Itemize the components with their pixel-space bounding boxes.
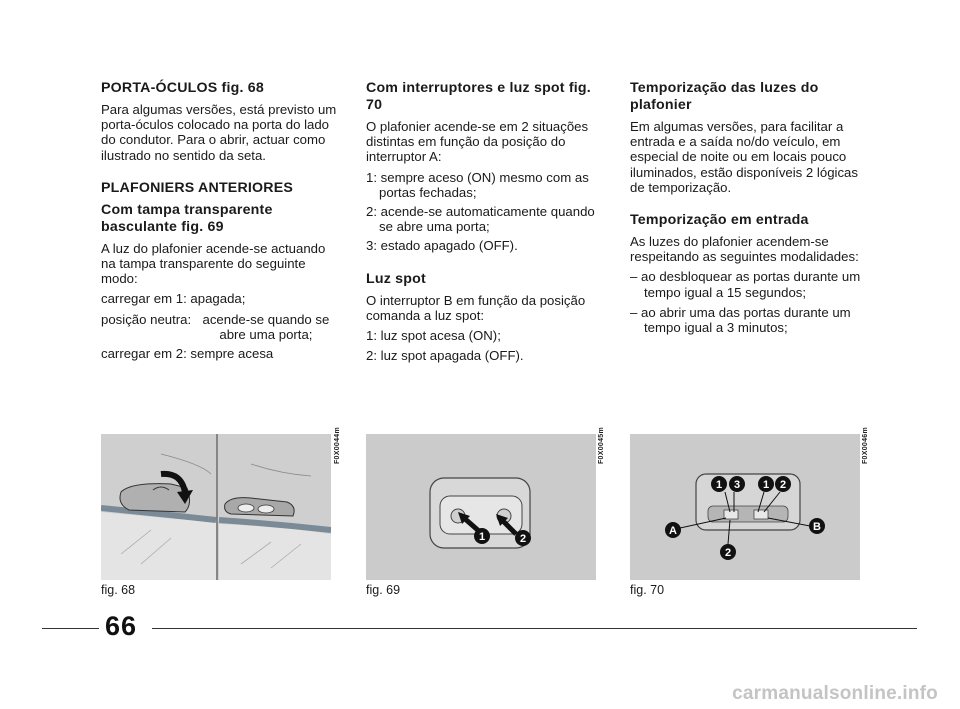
subheading-tampa: Com tampa transparente basculante fig. 69 bbox=[101, 201, 273, 235]
figure-70-caption: fig. 70 bbox=[630, 583, 665, 597]
paragraph-temporizacao: Em algumas versões, para facilitar a entrada e a saída no/do veículo, em especial de noite ou em locais pouco iluminados, estão disponíveis 2 lógicas de temporização. bbox=[630, 119, 858, 195]
item-spot-apagada: 2: luz spot apagada (OFF). bbox=[366, 348, 524, 364]
item-abrir-porta: – ao abrir uma das portas durante um tempo igual a 3 minutos; bbox=[630, 304, 851, 336]
column-middle bbox=[366, 80, 602, 368]
figure-70-label-1a: 1 bbox=[715, 479, 723, 491]
paragraph-temporizacao-entrada: As luzes do plafonier acendem-se respeitando as seguintes modalidades: bbox=[630, 234, 859, 265]
figure-70-label-b: B bbox=[813, 521, 821, 533]
footer-rule-left bbox=[42, 628, 99, 629]
figure-70-label-1b: 1 bbox=[762, 479, 770, 491]
column-right bbox=[630, 80, 866, 340]
figure-70-drawing bbox=[630, 434, 860, 580]
item-posicao-neutra-label: posição neutra: bbox=[101, 311, 192, 327]
figure-68-code: F0X0044m bbox=[334, 427, 341, 465]
paragraph-luz-spot: O interruptor B em função da posição comanda a luz spot: bbox=[366, 292, 586, 323]
footer-rule-right bbox=[152, 628, 917, 629]
figure-69-drawing bbox=[366, 434, 596, 580]
column-left bbox=[101, 80, 337, 366]
watermark-text: carmanualsonline.info bbox=[732, 683, 938, 704]
item-spot-acesa: 1: luz spot acesa (ON); bbox=[366, 328, 501, 344]
paragraph-interruptores: O plafonier acende-se em 2 situações distintas em função da posição do interruptor A: bbox=[366, 119, 589, 165]
item-automaticamente: 2: acende-se automaticamente quando se abre uma porta; bbox=[366, 204, 595, 235]
figure-70-label-a: A bbox=[669, 525, 677, 537]
item-apagado: 3: estado apagado (OFF). bbox=[366, 238, 518, 254]
figure-68-caption: fig. 68 bbox=[101, 583, 136, 597]
item-posicao-neutra-text: acende-se quando se abre uma porta; bbox=[202, 311, 330, 342]
figure-70-image bbox=[630, 434, 860, 580]
item-desbloquear: – ao desbloquear as portas durante um tempo igual a 15 segundos; bbox=[630, 269, 861, 300]
figure-69-code: F0X0045m bbox=[598, 427, 605, 465]
paragraph-tampa: A luz do plafonier acende-se actuando na tampa transparente do seguinte modo: bbox=[101, 240, 326, 287]
heading-interruptores: Com interruptores e luz spot fig. 70 bbox=[366, 80, 591, 113]
figure-68-drawing bbox=[101, 434, 331, 580]
figure-70-label-2b: 2 bbox=[724, 547, 732, 559]
figure-69-label-2: 2 bbox=[519, 533, 527, 545]
figure-70-label-2a: 2 bbox=[779, 479, 787, 491]
item-posicao-neutra bbox=[101, 312, 337, 342]
figure-68-image bbox=[101, 434, 331, 580]
figure-70-label-3: 3 bbox=[733, 479, 741, 491]
figure-69-image bbox=[366, 434, 596, 580]
item-sempre-aceso: 1: sempre aceso (ON) mesmo com as portas fechadas; bbox=[366, 169, 589, 200]
heading-luz-spot: Luz spot bbox=[366, 270, 426, 287]
heading-temporizacao: Temporização das luzes do plafonier bbox=[630, 80, 819, 113]
figure-69-label-1: 1 bbox=[478, 531, 486, 543]
item-carregar-1: carregar em 1: apagada; bbox=[101, 291, 246, 307]
figure-69-caption: fig. 69 bbox=[366, 583, 401, 597]
heading-plafoniers: PLAFONIERS ANTERIORES bbox=[101, 179, 294, 196]
paragraph-porta-oculos: Para algumas versões, está previsto um porta-óculos colocado na porta do lado do condutor. Para o abrir, actuar como ilustrado no sentido da seta. bbox=[101, 102, 337, 163]
page-number: 66 bbox=[105, 611, 138, 641]
figure-70-code: F0X0046m bbox=[862, 427, 869, 465]
item-carregar-2: carregar em 2: sempre acesa bbox=[101, 346, 274, 362]
heading-porta-oculos: PORTA-ÓCULOS fig. 68 bbox=[101, 80, 264, 96]
heading-temporizacao-entrada: Temporização em entrada bbox=[630, 212, 809, 229]
